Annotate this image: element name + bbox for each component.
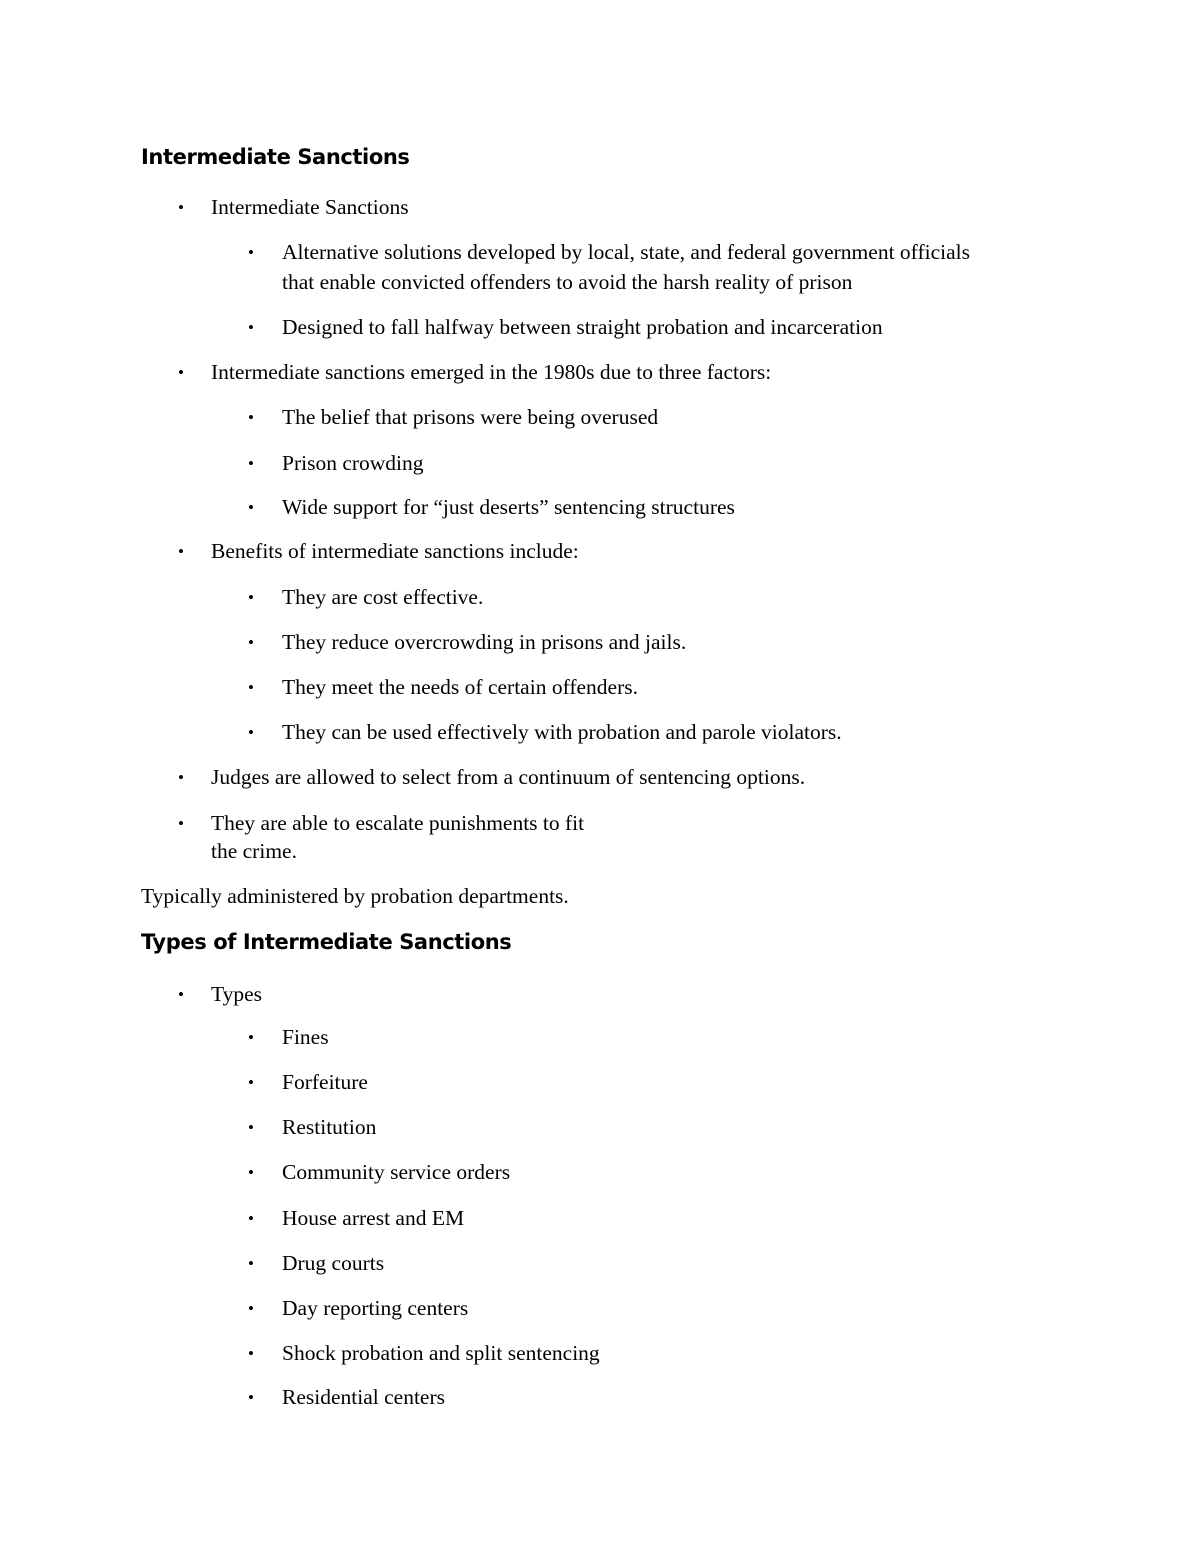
list-item-text: Community service orders	[282, 1160, 511, 1184]
bullet-icon: •	[248, 318, 254, 337]
list-item-text: They reduce overcrowding in prisons and jails.	[282, 630, 687, 654]
bullet-icon: •	[248, 1344, 254, 1363]
list-item-text: House arrest and EM	[282, 1206, 465, 1230]
bullet-icon: •	[178, 985, 184, 1004]
bullet-icon: •	[248, 498, 254, 517]
list-item-text: They meet the needs of certain offenders.	[282, 675, 638, 699]
list-item-text: Drug courts	[282, 1251, 385, 1275]
list-item-text: Prison crowding	[282, 451, 424, 475]
list-item-text: Benefits of intermediate sanctions include:	[211, 539, 579, 563]
list-item-text: Forfeiture	[282, 1070, 368, 1094]
bullet-icon: •	[248, 408, 254, 427]
bullet-icon: •	[248, 243, 254, 262]
bullet-icon: •	[248, 1118, 254, 1137]
bullet-icon: •	[178, 198, 184, 217]
body-paragraph: Typically administered by probation departments.	[141, 884, 569, 908]
bullet-icon: •	[248, 1209, 254, 1228]
bullet-icon: •	[248, 454, 254, 473]
bullet-icon: •	[178, 768, 184, 787]
list-item-text: Alternative solutions developed by local, state, and federal government officials	[282, 240, 970, 264]
bullet-icon: •	[178, 542, 184, 561]
section-heading: Intermediate Sanctions	[141, 145, 410, 169]
bullet-icon: •	[248, 1254, 254, 1273]
list-item-text: Designed to fall halfway between straight probation and incarceration	[282, 315, 883, 339]
list-item-text: Types	[211, 982, 263, 1006]
bullet-icon: •	[248, 633, 254, 652]
list-item-text: They are able to escalate punishments to fit	[211, 811, 585, 835]
bullet-icon: •	[248, 1388, 254, 1407]
bullet-icon: •	[248, 1299, 254, 1318]
list-item-text: Day reporting centers	[282, 1296, 469, 1320]
list-item-text: Restitution	[282, 1115, 377, 1139]
bullet-icon: •	[248, 723, 254, 742]
bullet-icon: •	[248, 1028, 254, 1047]
list-item-text: Judges are allowed to select from a continuum of sentencing options.	[211, 765, 806, 789]
list-item-text-continued: that enable convicted offenders to avoid the harsh reality of prison	[282, 270, 853, 294]
bullet-icon: •	[248, 678, 254, 697]
list-item-text: Fines	[282, 1025, 329, 1049]
list-item-text-continued: the crime.	[211, 839, 297, 863]
list-item-text: Intermediate sanctions emerged in the 1980s due to three factors:	[211, 360, 772, 384]
list-item-text: The belief that prisons were being overused	[282, 405, 659, 429]
bullet-icon: •	[248, 1163, 254, 1182]
list-item-text: Shock probation and split sentencing	[282, 1341, 600, 1365]
list-item-text: Wide support for “just deserts” sentencing structures	[282, 495, 735, 519]
list-item-text: They are cost effective.	[282, 585, 484, 609]
bullet-icon: •	[248, 1073, 254, 1092]
bullet-icon: •	[178, 814, 184, 833]
section-heading: Types of Intermediate Sanctions	[141, 930, 512, 954]
list-item-text: Intermediate Sanctions	[211, 195, 409, 219]
list-item-text: They can be used effectively with probation and parole violators.	[282, 720, 842, 744]
bullet-icon: •	[248, 588, 254, 607]
list-item-text: Residential centers	[282, 1385, 445, 1409]
bullet-icon: •	[178, 363, 184, 382]
